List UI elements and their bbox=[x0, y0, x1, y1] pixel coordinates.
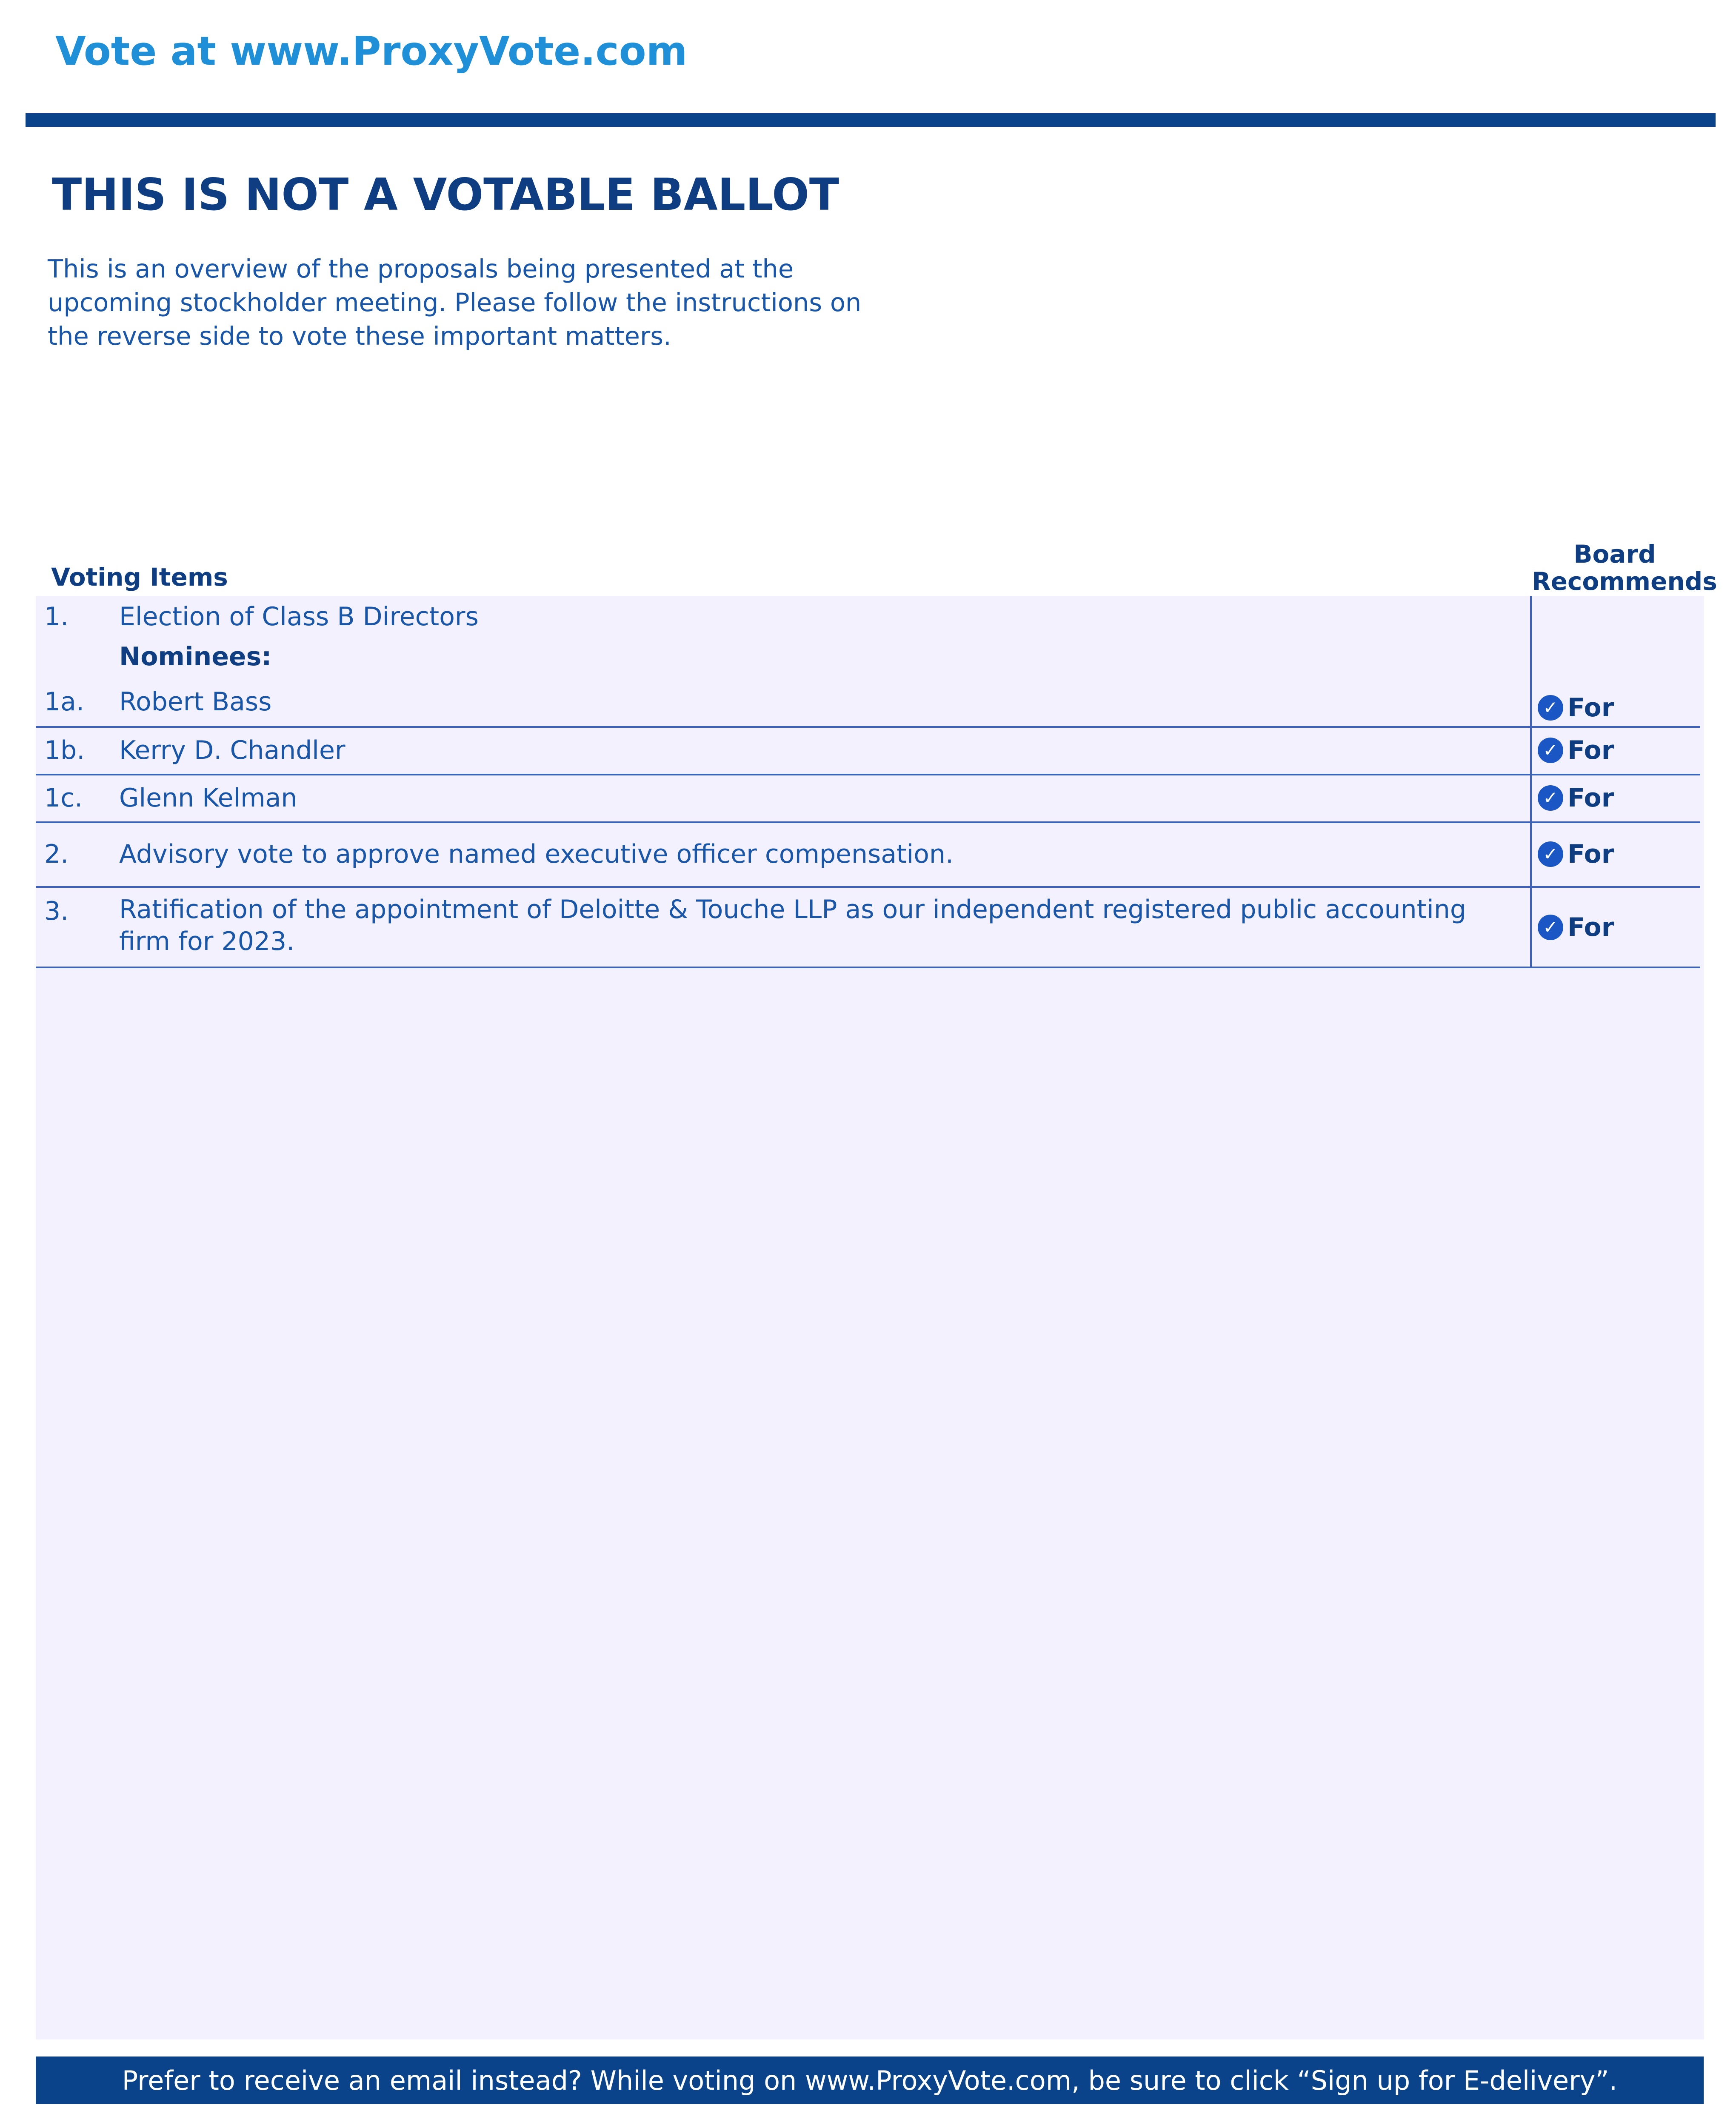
check-circle-icon: ✓ bbox=[1538, 841, 1563, 867]
voting-items-header: Voting Items bbox=[51, 563, 228, 592]
row-divider bbox=[36, 774, 1700, 775]
nominee-name: Glenn Kelman bbox=[119, 783, 297, 813]
e-delivery-banner: Prefer to receive an email instead? While voting on www.ProxyVote.com, be sure to click “Sign up for E-delivery”. bbox=[36, 2056, 1704, 2104]
row-divider bbox=[36, 821, 1700, 823]
intro-paragraph: This is an overview of the proposals being presented at the upcoming stockholder meeting. Please follow the instructions on the reverse side to vote these important matters. bbox=[48, 254, 862, 351]
nominee-name: Kerry D. Chandler bbox=[119, 735, 345, 765]
item-number: 1a. bbox=[44, 687, 85, 717]
recommendation-label: For bbox=[1568, 839, 1614, 869]
item-number: 1. bbox=[44, 602, 69, 632]
recommendation-label: For bbox=[1568, 912, 1614, 942]
item-number: 3. bbox=[44, 896, 69, 926]
row-divider bbox=[36, 726, 1700, 728]
check-circle-icon: ✓ bbox=[1538, 695, 1563, 721]
check-circle-icon: ✓ bbox=[1538, 915, 1563, 940]
item-number: 2. bbox=[44, 839, 69, 869]
board-recommends-header: Board Recommends bbox=[1532, 540, 1717, 596]
item-text: Ratification of the appointment of Deloitte & Touche LLP as our independent registered public accounting firm for 2023. bbox=[119, 895, 1466, 956]
page-title: THIS IS NOT A VOTABLE BALLOT bbox=[52, 169, 839, 220]
row-divider bbox=[36, 886, 1700, 888]
nominee-name: Robert Bass bbox=[119, 687, 272, 717]
item-text: Election of Class B Directors bbox=[119, 602, 479, 632]
recommendation bbox=[1538, 783, 1614, 813]
recommendation-label: For bbox=[1568, 735, 1614, 765]
recommendation-column-divider bbox=[1530, 596, 1532, 968]
proxyvote-link[interactable]: Vote at www.ProxyVote.com bbox=[55, 28, 688, 74]
item-text: Advisory vote to approve named executive officer compensation. bbox=[119, 839, 954, 869]
check-circle-icon: ✓ bbox=[1538, 785, 1563, 811]
nominees-label: Nominees: bbox=[119, 642, 272, 672]
row-divider bbox=[36, 967, 1700, 968]
recommendation-label: For bbox=[1568, 693, 1614, 723]
header-divider bbox=[26, 113, 1716, 127]
recommendation bbox=[1538, 912, 1614, 942]
item-number: 1b. bbox=[44, 735, 85, 765]
recommendation bbox=[1538, 839, 1614, 869]
recommendation bbox=[1538, 735, 1614, 765]
check-circle-icon: ✓ bbox=[1538, 738, 1563, 763]
item-number: 1c. bbox=[44, 783, 83, 813]
recommendation-label: For bbox=[1568, 783, 1614, 813]
recommendation bbox=[1538, 693, 1614, 723]
